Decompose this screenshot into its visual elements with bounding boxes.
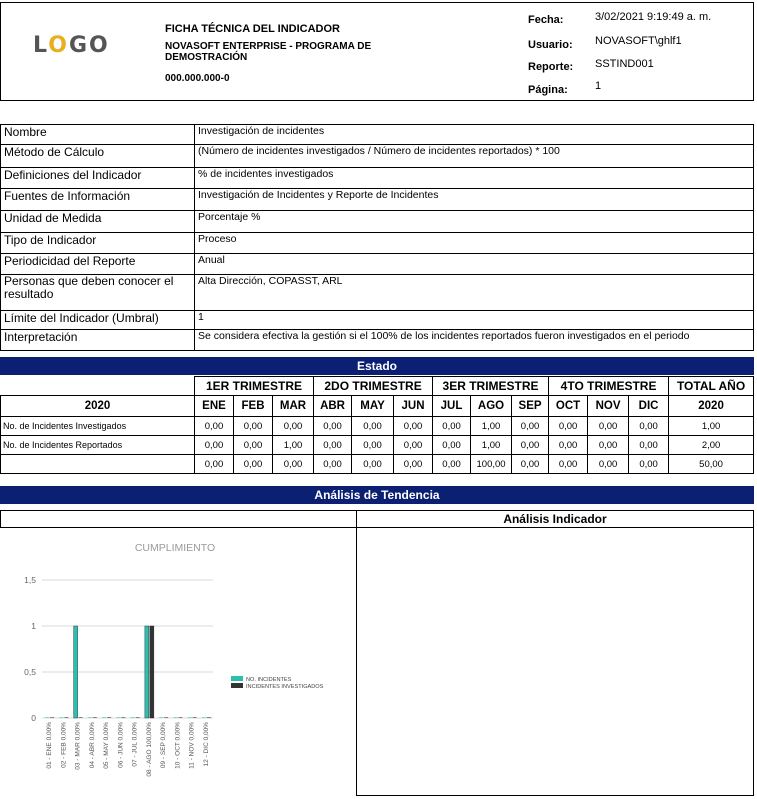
month-header: SEP [512,396,549,417]
bar [145,626,149,718]
user-label: Usuario: [528,39,573,51]
bar [50,717,54,718]
info-value: Investigación de incidentes [195,125,754,145]
x-tick-label: 04 - ABR 0,00% [88,722,96,769]
company-name: NOVASOFT ENTERPRISE - PROGRAMA DE DEMOSTRACIÓN [165,41,372,63]
month-header-row [1,396,754,417]
month-header: ENE [195,396,234,417]
x-tick-label: 11 - NOV 0,00% [188,722,196,769]
value-cell: 0,00 [352,436,394,455]
bar [207,717,211,718]
month-header: DIC [629,396,669,417]
company-logo: LOGO [33,33,110,58]
info-row [1,168,754,189]
total-header: TOTAL AÑO [669,377,754,396]
value-cell: 0,00 [314,436,352,455]
x-tick-label: 06 - JUN 0,00% [117,722,125,768]
value-cell: 1,00 [471,436,512,455]
quarter-header: 1ER TRIMESTRE [195,377,314,396]
value-cell: 0,00 [629,455,669,474]
status-table [0,376,754,474]
bar [64,717,68,718]
info-row [1,233,754,254]
bar [164,717,168,718]
legend-label: NO. INCIDENTES [246,677,292,683]
analysis-area [0,510,754,799]
value-cell: 0,00 [588,436,629,455]
bar [74,626,78,718]
bar [79,717,83,718]
total-cell: 1,00 [669,417,754,436]
report-value: SSTIND001 [595,58,654,70]
info-value: Se considera efectiva la gestión si el 100% de los incidentes reportados fueron investigados en el periodo [195,330,754,351]
value-cell: 0,00 [629,436,669,455]
x-tick-label: 12 - DIC 0,00% [202,722,210,767]
quarter-header-row [1,377,754,396]
bar [45,717,49,718]
month-header: AGO [471,396,512,417]
value-cell: 0,00 [549,417,588,436]
value-cell: 0,00 [588,455,629,474]
bar [88,717,92,718]
value-cell: 1,00 [273,436,314,455]
info-label: Periodicidad del Reporte [1,254,195,275]
bar [159,717,163,718]
year-header: 2020 [1,396,195,417]
total-cell: 50,00 [669,455,754,474]
info-label: Tipo de Indicador [1,233,195,254]
trend-analysis-band: Análisis de Tendencia [0,486,754,504]
chart-x-labels [46,722,210,777]
value-cell: 0,00 [234,436,273,455]
info-row [1,145,754,168]
bar [121,717,125,718]
info-value: Porcentaje % [195,211,754,233]
compliance-chart [0,534,356,796]
bar [59,717,63,718]
info-label: Nombre [1,125,195,145]
indicator-info-table [0,124,754,351]
month-header: MAY [352,396,394,417]
user-value: NOVASOFT\ghlf1 [595,35,682,47]
value-cell: 0,00 [394,417,433,436]
blank-cell [1,377,195,396]
legend-swatch [231,676,243,681]
month-header: FEB [234,396,273,417]
info-value: Investigación de Incidentes y Reporte de Incidentes [195,189,754,211]
value-cell: 0,00 [273,455,314,474]
value-cell: 0,00 [314,455,352,474]
y-tick-label: 0,5 [24,667,36,677]
date-value: 3/02/2021 9:19:49 a. m. [595,11,712,23]
info-label: Definiciones del Indicador [1,168,195,189]
value-cell: 0,00 [352,417,394,436]
row-label: No. de Incidentes Investigados [1,417,195,436]
info-label: Interpretación [1,330,195,351]
info-label: Fuentes de Información [1,189,195,211]
bar [102,717,106,718]
bar [116,717,120,718]
info-label: Método de Cálculo [1,145,195,168]
value-cell: 0,00 [195,417,234,436]
month-header: JUN [394,396,433,417]
indicator-analysis-panel [356,510,754,796]
value-cell: 0,00 [588,417,629,436]
bar [131,717,135,718]
value-cell: 0,00 [549,455,588,474]
row-label: No. de Incidentes Reportados [1,436,195,455]
bar [193,717,197,718]
bar [188,717,192,718]
x-tick-label: 10 - OCT 0,00% [174,722,182,769]
info-value: 1 [195,311,754,330]
company-nit: 000.000.000-0 [165,73,230,84]
value-cell: 0,00 [352,455,394,474]
value-cell: 0,00 [195,436,234,455]
month-header: ABR [314,396,352,417]
info-value: % de incidentes investigados [195,168,754,189]
quarter-header: 3ER TRIMESTRE [433,377,549,396]
value-cell: 0,00 [314,417,352,436]
report-title: FICHA TÉCNICA DEL INDICADOR [165,23,340,35]
table-row [1,455,754,474]
bar [136,717,140,718]
y-tick-label: 1 [31,621,36,631]
value-cell: 0,00 [512,436,549,455]
bar [107,717,111,718]
x-tick-label: 08 - AGO 100,00% [145,722,153,777]
quarter-header: 2DO TRIMESTRE [314,377,433,396]
x-tick-label: 09 - SEP 0,00% [160,722,168,769]
value-cell: 0,00 [433,455,471,474]
y-tick-label: 0 [31,713,36,723]
bar [173,717,177,718]
chart-title: CUMPLIMIENTO [134,542,216,554]
indicator-analysis-title: Análisis Indicador [356,510,754,528]
x-tick-label: 03 - MAR 0,00% [74,722,82,770]
month-header: NOV [588,396,629,417]
info-value: Alta Dirección, COPASST, ARL [195,275,754,311]
value-cell: 0,00 [234,455,273,474]
table-row [1,417,754,436]
row-label [1,455,195,474]
value-cell: 0,00 [629,417,669,436]
info-label: Personas que deben conocer el resultado [1,275,195,311]
bar [178,717,182,718]
value-cell: 100,00 [471,455,512,474]
info-row [1,275,754,311]
info-row [1,211,754,233]
x-tick-label: 05 - MAY 0,00% [103,722,111,769]
x-tick-label: 02 - FEB 0,00% [60,722,68,768]
info-value: (Número de incidentes investigados / Número de incidentes reportados) * 100 [195,145,754,168]
bar [93,717,97,718]
legend-label: INCIDENTES INVESTIGADOS [246,684,324,690]
year-total-header: 2020 [669,396,754,417]
info-row [1,330,754,351]
bar [150,626,154,718]
status-band: Estado [0,357,754,375]
value-cell: 0,00 [512,455,549,474]
value-cell: 0,00 [234,417,273,436]
value-cell: 0,00 [512,417,549,436]
table-row [1,436,754,455]
value-cell: 0,00 [549,436,588,455]
info-label: Unidad de Medida [1,211,195,233]
value-cell: 1,00 [471,417,512,436]
trend-chart-header-cell [0,510,357,528]
value-cell: 0,00 [394,436,433,455]
y-tick-label: 1,5 [24,575,36,585]
value-cell: 0,00 [273,417,314,436]
info-value: Anual [195,254,754,275]
legend-swatch [231,683,243,688]
page-label: Página: [528,84,568,96]
report-label: Reporte: [528,61,574,73]
page-value: 1 [595,80,602,92]
date-label: Fecha: [528,14,564,26]
info-value: Proceso [195,233,754,254]
info-label: Límite del Indicador (Umbral) [1,311,195,330]
month-header: OCT [549,396,588,417]
chart-grid [24,575,213,723]
total-cell: 2,00 [669,436,754,455]
value-cell: 0,00 [433,417,471,436]
info-row [1,311,754,330]
info-row [1,125,754,145]
x-tick-label: 07 - JUL 0,00% [131,722,139,767]
value-cell: 0,00 [433,436,471,455]
quarter-header: 4TO TRIMESTRE [549,377,669,396]
month-header: MAR [273,396,314,417]
x-tick-label: 01 - ENE 0,00% [46,722,54,769]
value-cell: 0,00 [394,455,433,474]
bar [202,717,206,718]
month-header: JUL [433,396,471,417]
info-row [1,189,754,211]
info-row [1,254,754,275]
value-cell: 0,00 [195,455,234,474]
chart-legend [231,676,324,690]
